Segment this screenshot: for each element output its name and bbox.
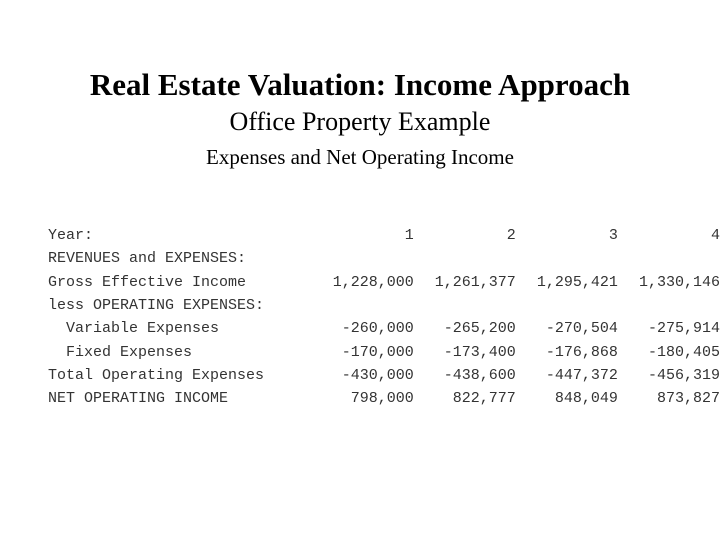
row-label: Fixed Expenses — [66, 343, 193, 361]
row-label: Gross Effective Income — [48, 273, 247, 291]
cell-value — [516, 294, 618, 317]
year-row — [48, 224, 720, 247]
gross-effective-income-row — [48, 271, 720, 294]
year-3-value: 3 — [608, 227, 618, 245]
variable-expenses-row — [48, 317, 720, 340]
row-label: NET OPERATING INCOME — [48, 390, 229, 408]
row-label: Year: — [48, 227, 94, 245]
cell-value: -173,400 — [443, 343, 516, 361]
cell-value: -265,200 — [443, 320, 516, 338]
cell-value — [516, 247, 618, 270]
fixed-expenses-row — [48, 340, 720, 363]
cell-value — [618, 247, 720, 270]
net-operating-income-row — [48, 387, 720, 410]
cell-value: -438,600 — [443, 366, 516, 384]
total-operating-expenses-row — [48, 364, 720, 387]
cell-value — [414, 247, 516, 270]
cell-value — [312, 294, 414, 317]
cell-value: -170,000 — [341, 343, 414, 361]
cell-value: 1,228,000 — [332, 273, 414, 291]
year-4-value: 4 — [710, 227, 720, 245]
cell-value — [312, 247, 414, 270]
year-1-value: 1 — [404, 227, 414, 245]
slide-title: Real Estate Valuation: Income Approach — [89, 67, 631, 102]
cell-value: 798,000 — [350, 390, 414, 408]
cell-value: -430,000 — [341, 366, 414, 384]
row-label: Variable Expenses — [66, 320, 220, 338]
cell-value: -456,319 — [647, 366, 720, 384]
cell-value — [414, 294, 516, 317]
slide-subtitle: Office Property Example — [229, 107, 491, 136]
row-label: less OPERATING EXPENSES: — [48, 297, 265, 315]
cell-value: 1,330,146 — [638, 273, 720, 291]
cell-value — [618, 294, 720, 317]
cell-value: 822,777 — [452, 390, 516, 408]
income-table — [48, 224, 720, 410]
row-label: Total Operating Expenses — [48, 366, 265, 384]
cell-value: -447,372 — [545, 366, 618, 384]
revenues-expenses-heading-row — [48, 247, 720, 270]
cell-value: -176,868 — [545, 343, 618, 361]
cell-value: -270,504 — [545, 320, 618, 338]
row-label: REVENUES and EXPENSES: — [48, 250, 247, 268]
year-2-value: 2 — [506, 227, 516, 245]
operating-expenses-heading-row — [48, 294, 720, 317]
cell-value: 1,261,377 — [434, 273, 516, 291]
cell-value: 848,049 — [554, 390, 618, 408]
cell-value: 1,295,421 — [536, 273, 618, 291]
cell-value: 873,827 — [656, 390, 720, 408]
cell-value: -275,914 — [647, 320, 720, 338]
cell-value: -180,405 — [647, 343, 720, 361]
slide-section-heading: Expenses and Net Operating Income — [206, 145, 514, 169]
cell-value: -260,000 — [341, 320, 414, 338]
